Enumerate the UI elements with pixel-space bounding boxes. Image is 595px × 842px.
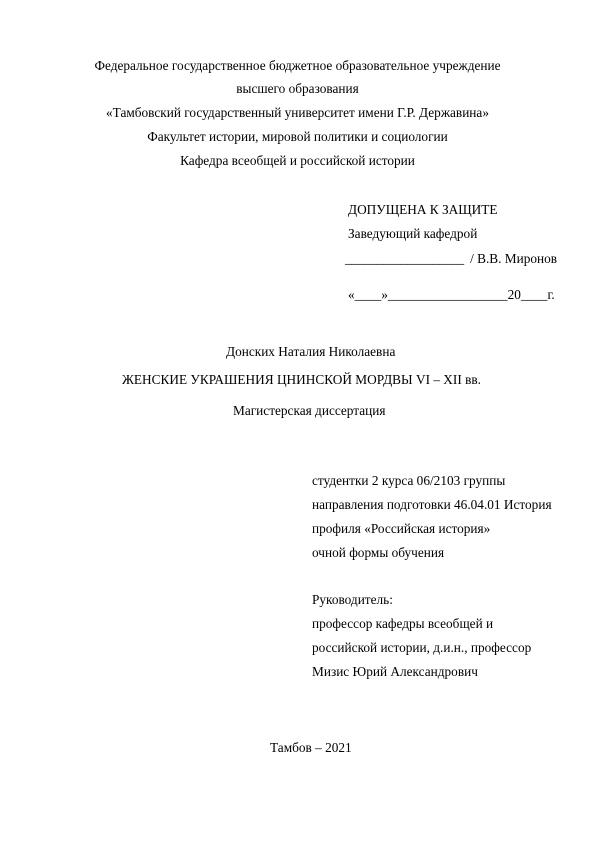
institution-line-2: высшего образования (236, 81, 359, 96)
signature-name: / В.В. Миронов (470, 251, 558, 266)
supervisor-position-1: профессор кафедры всеобщей и (312, 616, 494, 631)
faculty-name: Факультет истории, мировой политики и социологии (147, 129, 448, 144)
signature-blank: ___________________ (345, 251, 464, 266)
thesis-title: ЖЕНСКИЕ УКРАШЕНИЯ ЦНИНСКОЙ МОРДВЫ VI – XII вв. (122, 372, 481, 387)
approval-title: ДОПУЩЕНА К ЗАЩИТЕ (348, 202, 498, 217)
supervisor-position-2: российской истории, д.и.н., профессор (312, 640, 532, 655)
university-name: «Тамбовский государственный университет имени Г.Р. Державина» (106, 105, 489, 120)
thesis-type: Магистерская диссертация (233, 403, 386, 418)
student-info-line: очной формы обучения (312, 545, 445, 560)
author-name: Донских Наталия Николаевна (226, 344, 396, 359)
institution-line-1: Федеральное государственное бюджетное образовательное учреждение (94, 58, 501, 73)
approval-role: Заведующий кафедрой (348, 226, 478, 241)
approval-date-line: «____»__________________20____г. (348, 287, 555, 302)
signature-row (345, 251, 557, 267)
student-info-line: направления подготовки 46.04.01 История (312, 497, 552, 512)
student-info-line: студентки 2 курса 06/2103 группы (312, 473, 506, 488)
supervisor-name: Мизис Юрий Александрович (312, 664, 478, 679)
supervisor-label: Руководитель: (312, 592, 393, 607)
city-year: Тамбов – 2021 (270, 740, 352, 755)
department-name: Кафедра всеобщей и российской истории (180, 153, 415, 168)
student-info-line: профиля «Российская история» (312, 521, 491, 536)
